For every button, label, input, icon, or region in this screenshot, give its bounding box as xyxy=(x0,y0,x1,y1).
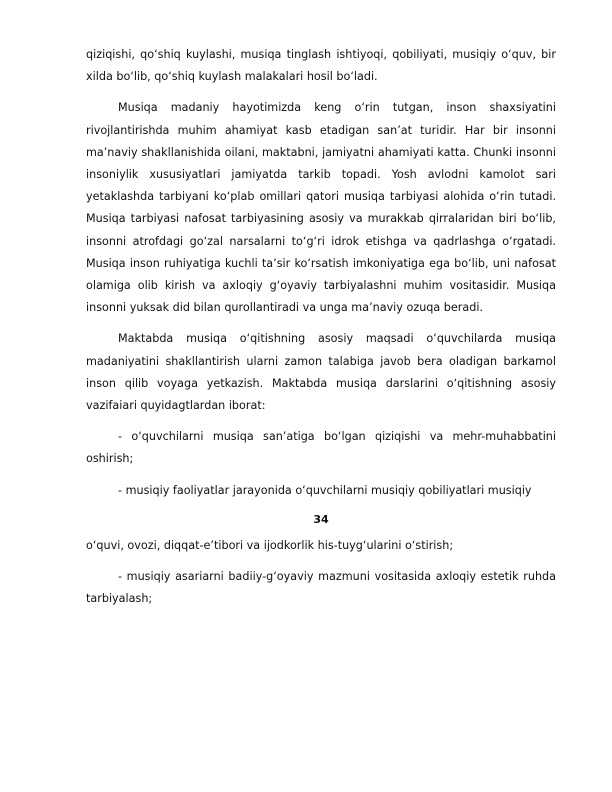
paragraph-continuation: qiziqishi, qo‘shiq kuylashi, musiqa tinglash ishtiyoqi, qobiliyati, musiqiy o‘quv, bir xilda bo‘lib, qo‘shiq kuylash malakalari hosil bo‘ladi. xyxy=(86,48,556,84)
document-page xyxy=(86,44,556,619)
list-item-abilities: - musiqiy faoliyatlar jarayonida o‘quvchilarni musiqiy qobiliyatlari musiqiy xyxy=(118,483,532,497)
list-item-moral-education: - musiqiy asariarni badiiy-g‘oyaviy mazmuni vositasida axloqiy estetik ruhda tarbiyalash; xyxy=(86,570,556,606)
paragraph-music-role: Musiqa madaniy hayotimizda keng o‘rin tutgan, inson shaxsiyatini rivojlantirishda muhim ahamiyat kasb etadigan san’at turidir. Har bir insonni ma’naviy shakllanishida oilani, maktabni, jamiyatni ahamiyati katta. Chunki insonni insoniylik xususiyatlari jamiyatda tarkib topadi. Yosh avlodni kamolot sari yetaklashda tarbiyani ko‘plab omillari qatori musiqa tarbiyasi alohida o‘rin tutadi. Musiqa tarbiyasi nafosat tarbiyasining asosiy va murakkab qirralaridan biri bo‘lib, insonni atrofdagi go‘zal narsalarni to‘g‘ri idrok etishga va qadrlashga o‘rgatadi. Musiqa inson ruhiyatiga kuchli ta’sir ko‘rsatish imkoniyatiga ega bo‘lib, uni nafosat olamiga olib kirish va axloqiy g‘oyaviy tarbiyalashni muhim vositasidir. Musiqa insonni yuksak did bilan qurollantiradi va unga ma’naviy ozuqa beradi. xyxy=(86,101,556,315)
list-item-interest: - o‘quvchilarni musiqa san’atiga bo‘lgan qiziqishi va mehr-muhabbatini oshirish; xyxy=(86,430,556,466)
paragraph-school-goal: Maktabda musiqa o‘qitishning asosiy maqsadi o‘quvchilarda musiqa madaniyatini shakllantirish ularni zamon talabiga javob bera oladigan barkamol inson qilib voyaga yetkazish. Maktabda musiqa darslarini o‘qitishning asosiy vazifaiari quyidagtlardan iborat: xyxy=(86,332,556,413)
page-number: 34 xyxy=(313,512,329,526)
paragraph-continuation-after-page: o‘quvi, ovozi, diqqat-e’tibori va ijodkorlik his-tuyg‘ularini o‘stirish; xyxy=(86,538,454,552)
